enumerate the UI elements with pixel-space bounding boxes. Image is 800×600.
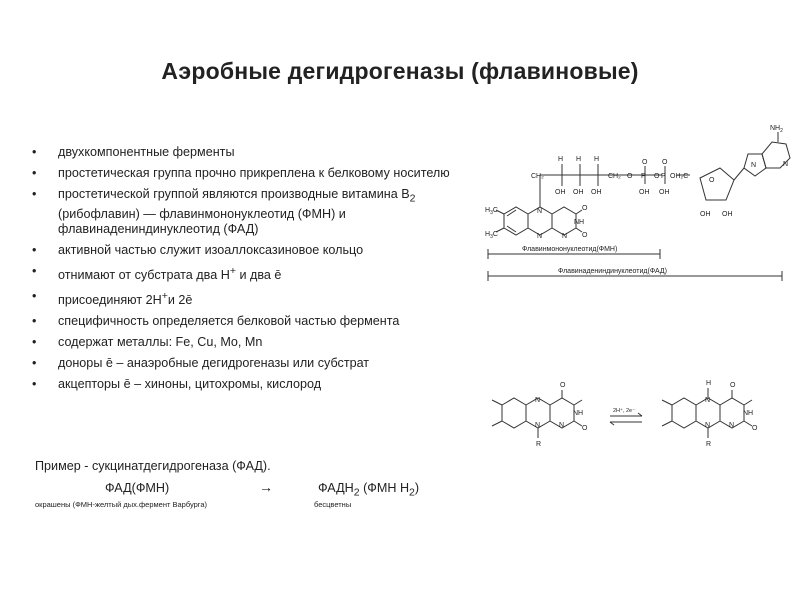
bullet-item	[30, 145, 470, 160]
label-n: N	[705, 422, 711, 429]
label-h: H	[558, 156, 564, 163]
label-nh: NH	[743, 410, 754, 417]
bullet-item	[30, 264, 470, 283]
label-h: H	[706, 380, 712, 387]
bullet-dot: •	[32, 242, 37, 257]
label-o: O	[582, 205, 588, 212]
label-nh: NH	[573, 410, 584, 417]
bullet-dot: •	[32, 376, 37, 391]
label-n: N	[535, 397, 541, 404]
bullet-item	[30, 377, 470, 392]
label-n: N	[751, 162, 757, 169]
bullet-list	[30, 145, 470, 398]
bullet-dot: •	[32, 263, 37, 278]
label-n: N	[535, 422, 541, 429]
label-oh: OH	[722, 211, 733, 218]
slide-title: Аэробные дегидрогеназы (флавиновые)	[161, 58, 639, 84]
bullet-item	[30, 314, 470, 329]
reduced-form-sub: 2	[353, 486, 360, 499]
fad-structure-diagram	[482, 120, 800, 292]
bullet-text: содержат металлы: Fe, Cu, Mo, Mn	[58, 334, 263, 349]
bullet-dot: •	[32, 288, 37, 303]
label-ch2: CH₂	[531, 173, 544, 180]
label-oh: OH	[639, 189, 650, 196]
label-n: N	[537, 208, 543, 215]
label-h3c: $H_3C$	[485, 231, 498, 240]
reduced-note: бесцветны	[314, 500, 352, 509]
label-n: N	[783, 161, 789, 168]
bullet-dot: •	[32, 145, 37, 159]
bullet-item	[30, 356, 470, 371]
label-n: N	[559, 422, 565, 429]
bullet-item	[30, 335, 470, 350]
fmn-bracket-label: Флавинмононуклеотид(ФМН)	[522, 246, 618, 253]
bullet-text: акцепторы ē – хиноны, цитохромы, кислород	[58, 376, 322, 391]
bullet-text: активной частью служит изоаллоксазиновое кольцо	[58, 242, 364, 257]
label-n: N	[562, 233, 568, 240]
bullet-text: специфичность определяется белковой частью фермента	[58, 313, 400, 328]
label-ch2o: CH₂	[608, 173, 621, 180]
label-o: O	[730, 382, 736, 389]
bullet-text-post: и 2ē	[167, 292, 193, 307]
example-line: Пример - сукцинатдегидрогеназа (ФАД).	[35, 459, 271, 473]
bullet-dot: •	[32, 334, 37, 349]
bullet-subscript: 2	[409, 192, 416, 205]
bullet-superscript: +	[229, 264, 236, 277]
label-nh: NH	[574, 219, 585, 226]
label-o: O	[560, 382, 566, 389]
bullet-text-pre: присоединяют 2Н	[58, 292, 162, 307]
label-o: O	[582, 232, 588, 239]
bullet-text-pre: отнимают от субстрата два Н	[58, 267, 230, 282]
label-r: R	[706, 441, 712, 448]
bullet-item	[30, 187, 470, 237]
bullet-superscript: +	[161, 289, 168, 302]
bullet-dot: •	[32, 166, 37, 180]
label-h3c: $H_3C$	[485, 207, 498, 216]
bullet-text: доноры ē – анаэробные дегидрогеназы или субстрат	[58, 355, 370, 370]
label-och2: OH₂C	[670, 173, 689, 180]
bullet-text: двухкомпонентные ферменты	[58, 145, 235, 159]
equilibrium-label: 2H⁺, 2e⁻	[613, 408, 636, 414]
bullet-text-post: и два ē	[235, 267, 282, 282]
label-o: O	[662, 159, 668, 166]
label-o: O	[642, 159, 648, 166]
label-p: P	[661, 173, 666, 180]
reduced-form	[318, 481, 419, 499]
bullet-text-pre: простетической группой являются производные витамина В	[58, 187, 410, 201]
oxidized-note: окрашены (ФМН-желтый дых.фермент Варбурга)	[35, 500, 208, 509]
reduced-form-mid: (ФМН Н	[359, 481, 410, 495]
reduced-form-sub2: 2	[409, 486, 415, 499]
label-oh: OH	[700, 211, 711, 218]
bullet-text: простетическая группа прочно прикреплена к белковому носителю	[58, 166, 450, 180]
label-p: P	[641, 173, 646, 180]
bullet-dot: •	[32, 187, 37, 201]
label-o: O	[709, 177, 715, 184]
label-oh: OH	[573, 189, 584, 196]
bullet-item	[30, 243, 470, 258]
reaction-arrow: →	[259, 479, 273, 495]
bullet-text-post: (рибофлавин) — флавинмононуклеотид (ФМН) и флавинадениндинуклеотид (ФАД)	[58, 206, 346, 236]
label-n: N	[537, 233, 543, 240]
label-nh2: $NH_2$	[770, 125, 783, 134]
label-o: O	[627, 173, 633, 180]
reduced-form-post: )	[414, 481, 420, 495]
oxidized-form: ФАД(ФМН)	[105, 481, 170, 495]
bullet-item	[30, 166, 470, 181]
bullet-dot: •	[32, 313, 37, 328]
label-n: N	[729, 422, 735, 429]
bullet-item	[30, 289, 470, 308]
fad-bracket-label: Флавинадениндинуклеотид(ФАД)	[558, 268, 667, 275]
label-h: H	[594, 156, 600, 163]
label-oh: OH	[555, 189, 566, 196]
redox-scheme-diagram	[484, 372, 784, 472]
bullet-dot: •	[32, 355, 37, 370]
label-h: H	[576, 156, 582, 163]
label-o: O	[582, 425, 588, 432]
label-oh: OH	[591, 189, 602, 196]
label-n: N	[705, 397, 711, 404]
label-o: O	[752, 425, 758, 432]
reduced-form-pre: ФАДН	[318, 481, 354, 495]
label-o: O	[654, 173, 660, 180]
label-r: R	[536, 441, 542, 448]
label-oh: OH	[659, 189, 670, 196]
